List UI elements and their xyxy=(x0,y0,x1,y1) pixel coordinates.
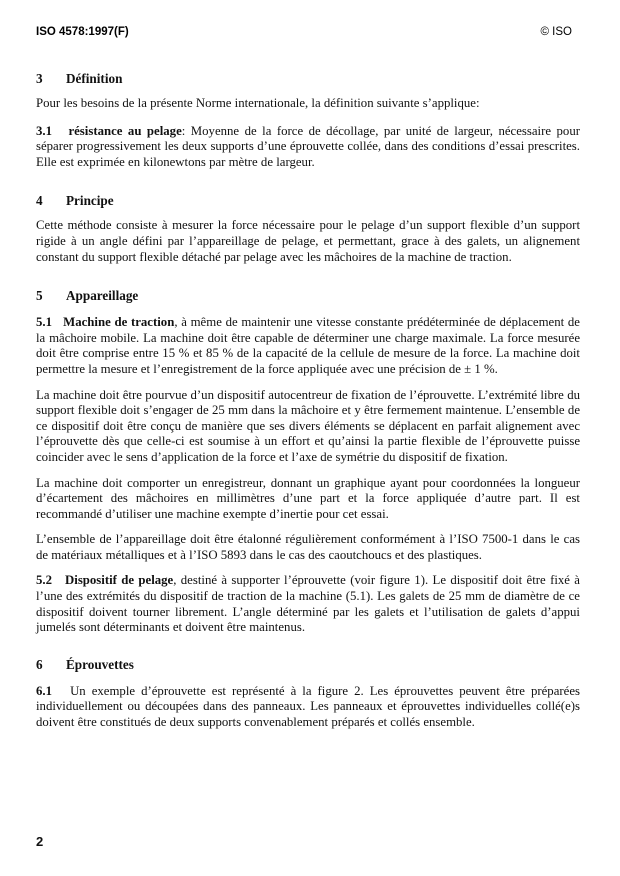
clause-number: 5.2 xyxy=(36,573,52,588)
clause-term: Dispositif de pelage xyxy=(65,573,174,588)
section-number: 6 xyxy=(36,656,43,672)
section-4-heading xyxy=(36,192,580,210)
section-title: Définition xyxy=(66,71,123,86)
section-title: Principe xyxy=(66,193,114,209)
section-5-heading xyxy=(36,287,580,305)
clause-term: résistance au pelage xyxy=(68,123,182,138)
clause-5-1 xyxy=(36,315,580,377)
section-number: 3 xyxy=(36,71,43,86)
section-number: 4 xyxy=(36,193,43,209)
clause-text: , destiné à supporter l’éprouvette (voir figure 1). Le dispositif doit être fixé à l’une des extrémités du dispositif de traction de la machine (5.1). Les galets de 25 mm de diamètre de ce dispositif doivent tourner librement. L’angle déterminé par les galets et l’utilisation de galets d’appui jumelés sont déterminants et doivent être maintenus. xyxy=(36,573,580,635)
section-number: 5 xyxy=(36,288,43,304)
clause-number: 5.1 xyxy=(36,315,52,330)
clause-5-2 xyxy=(36,573,580,635)
section-title: Appareillage xyxy=(66,288,139,304)
clause-text: , à même de maintenir une vitesse constante prédéterminée de déplacement de la mâchoire mobile. La machine doit être capable de déterminer une charge maximale. La force mesurée doit être comprise entre 15 % et 85 % de la capacité de la cellule de mesure de la force. La machine doit permettre la mesure et l’enregistrement de la force appliquée avec une précision de ± 1 %. xyxy=(36,315,580,376)
page-body xyxy=(36,68,580,731)
section-5-paragraph-2: La machine doit être pourvue d’un dispositif autocentreur de fixation de l’éprouvette. L’extrémité libre du support flexible doit s’engager de 25 mm dans la mâchoire et y être fermement maintenue. L’ensemble de ce dispositif doit être conçu de manière que ses divers éléments se déplacent en parfait alignement avec l’éprouvette dès que celle-ci est soumise à un effort et qu’ainsi la partie flexible de l’éprouvette puisse coincider avec le sens d’application de la force et l’axe de symétrie du dispositif de fixation. xyxy=(36,387,580,464)
clause-6-1 xyxy=(36,684,580,731)
clause-text: Un exemple d’éprouvette est représenté à la figure 2. Les éprouvettes peuvent être préparées individuellement ou découpées dans des panneaux. Les panneaux et éprouvettes individuelles collé(e)s doivent être constitués de deux supports convenablement préparés et collés ensemble. xyxy=(36,683,580,730)
page-number: 2 xyxy=(36,834,44,849)
section-title: Éprouvettes xyxy=(66,656,134,672)
section-5-paragraph-4: L’ensemble de l’appareillage doit être étalonné régulièrement conformément à l’ISO 7500-1 dans le cas de matériaux métalliques et à l’ISO 5893 dans le cas des caoutchoucs et des plastiques. xyxy=(36,532,580,562)
clause-3-1 xyxy=(36,124,580,171)
section-3-heading xyxy=(36,70,580,88)
section-4-text: Cette méthode consiste à mesurer la force nécessaire pour le pelage d’un support flexible d’un support rigide à un angle défini par l’appareillage de pelage, et permettant, grace à des galets, un alignement constant du support flexible détaché par pelage avec les mâchoires de la machine de traction. xyxy=(36,218,580,264)
section-6-heading xyxy=(36,656,580,674)
clause-number: 3.1 xyxy=(36,123,52,138)
clause-text: : Moyenne de la force de décollage, par unité de largeur, nécessaire pour séparer progressivement les deux supports d’une éprouvette collée, dans des conditions d’essai prescrites. Elle est exprimée en kilonewtons par mètre de largeur. xyxy=(36,123,580,169)
section-5-paragraph-3: La machine doit comporter un enregistreur, donnant un graphique ayant pour coordonnées la longueur d’écartement des mâchoires en millimètres d’une part et la force appliquée d’autre part. Il est recommandé d’utiliser une machine exempte d’inertie pour cet essai. xyxy=(36,475,580,521)
clause-term: Machine de traction xyxy=(63,315,175,330)
section-3-intro: Pour les besoins de la présente Norme internationale, la définition suivante s’applique: xyxy=(36,96,480,110)
clause-number: 6.1 xyxy=(36,683,52,698)
copyright: © ISO xyxy=(540,26,572,38)
document-id: ISO 4578:1997(F) xyxy=(36,26,129,38)
